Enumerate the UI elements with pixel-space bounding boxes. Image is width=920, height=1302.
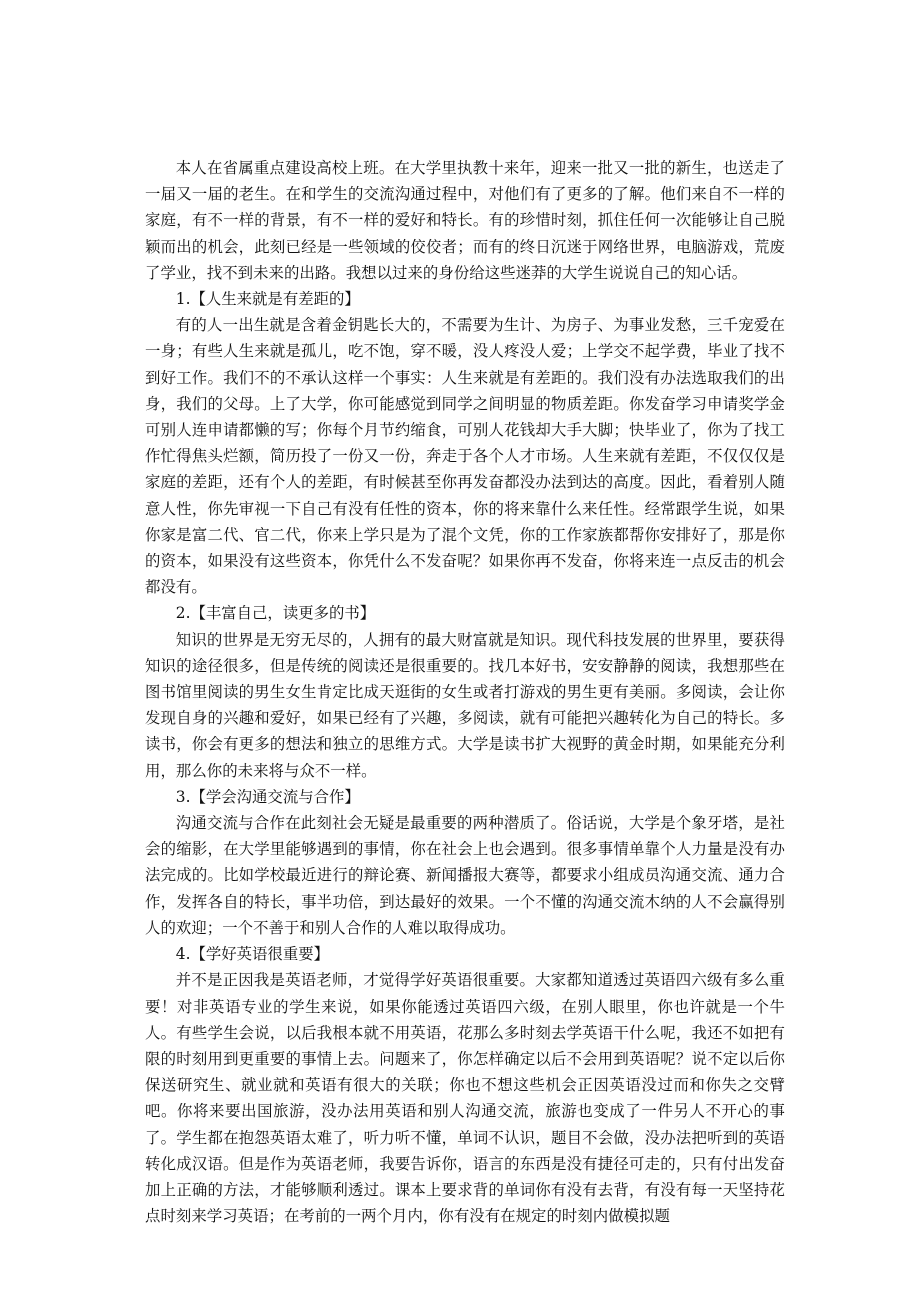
section-heading: 3.【学会沟通交流与合作】 [175, 787, 360, 806]
document-page [145, 155, 785, 1229]
section-body: 有的人一出生就是含着金钥匙长大的，不需要为生计、为房子、为事业发愁，三千宠爱在一身；有些人生来就是孤儿，吃不饱，穿不暖，没人疼没人爱；上学交不起学费，毕业了找不到好工作。我们不的不承认这样一个事实：人生来就是有差距的。我们没有办法选取我们的出身，我们的父母。上了大学，你可能感觉到同学之间明显的物质差距。你发奋学习申请奖学金可别人连申请都懒的写；你每个月节约缩食，可别人花钱却大手大脚；快毕业了，你为了找工作忙得焦头烂额，简历投了一份又一份，奔走于各个人才市场。人生来就有差距，不仅仅仅是家庭的差距，还有个人的差距，有时候甚至你再发奋都没办法到达的高度。因此，看着别人随意人性，你先审视一下自己有没有任性的资本，你的将来靠什么来任性。经常跟学生说，如果你家是富二代、官二代，你来上学只是为了混个文凭，你的工作家族都帮你安排好了，那是你的资本，如果没有这些资本，你凭什么不发奋呢？如果你再不发奋，你将来连一点反击的机会都没有。 [145, 316, 785, 597]
section-body: 并不是正因我是英语老师，才觉得学好英语很重要。大家都知道透过英语四六级有多么重要！对非英语专业的学生来说，如果你能透过英语四六级，在别人眼里，你也许就是一个牛人。有些学生会说，以后我根本就不用英语，花那么多时刻去学英语干什么呢，我还不如把有限的时刻用到更重要的事情上去。问题来了，你怎样确定以后不会用到英语呢？说不定以后你保送研究生、就业就和英语有很大的关联；你也不想这些机会正因英语没过而和你失之交臂吧。你将来要出国旅游，没办法用英语和别人沟通交流，旅游也变成了一件另人不开心的事了。学生都在抱怨英语太难了，听力听不懂，单词不认识，题目不会做，没办法把听到的英语转化成汉语。但是作为英语老师，我要告诉你，语言的东西是没有捷径可走的，只有付出发奋加上正确的方法，才能够顺利透过。课本上要求背的单词你有没有去背，有没有每一天坚持花点时刻来学习英语；在考前的一两个月内，你有没有在规定的时刻内做模拟题 [145, 971, 785, 1226]
section-heading: 1.【人生来就是有差距的】 [175, 290, 360, 309]
section-heading: 2.【丰富自己，读更多的书】 [175, 604, 376, 623]
section-heading: 4.【学好英语很重要】 [175, 945, 329, 964]
intro-paragraph: 本人在省属重点建设高校上班。在大学里执教十来年，迎来一批又一批的新生，也送走了一届又一届的老生。在和学生的交流沟通过程中，对他们有了更多的了解。他们来自不一样的家庭，有不一样的背景，有不一样的爱好和特长。有的珍惜时刻，抓住任何一次能够让自己脱颖而出的机会，此刻已经是一些领域的佼佼者；而有的终日沉迷于网络世界，电脑游戏，荒废了学业，找不到未来的出路。我想以过来的身份给这些迷莽的大学生说说自己的知心话。 [145, 159, 785, 282]
section-body: 沟通交流与合作在此刻社会无疑是最重要的两种潜质了。俗话说，大学是个象牙塔，是社会的缩影，在大学里能够遇到的事情，你在社会上也会遇到。很多事情单靠个人力量是没有办法完成的。比如学校最近进行的辩论赛、新闻播报大赛等，都要求小组成员沟通交流、通力合作，发挥各自的特长，事半功倍，到达最好的效果。一个不懂的沟通交流木纳的人不会赢得别人的欢迎；一个不善于和别人合作的人难以取得成功。 [145, 814, 785, 937]
section-body: 知识的世界是无穷无尽的，人拥有的最大财富就是知识。现代科技发展的世界里，要获得知识的途径很多，但是传统的阅读还是很重要的。找几本好书，安安静静的阅读，我想那些在图书馆里阅读的男生女生肯定比成天逛街的女生或者打游戏的男生更有美丽。多阅读，会让你发现自身的兴趣和爱好，如果已经有了兴趣，多阅读，就有可能把兴趣转化为自己的特长。多读书，你会有更多的想法和独立的思维方式。大学是读书扩大视野的黄金时期，如果能充分利用，那么你的未来将与众不一样。 [145, 630, 785, 780]
